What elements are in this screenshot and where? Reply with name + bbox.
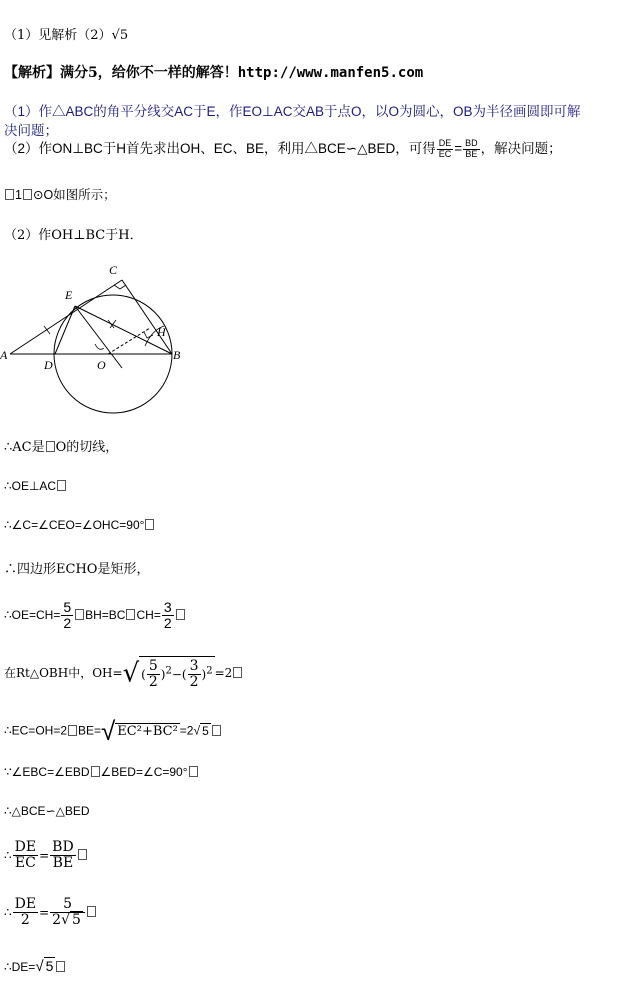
proof-line-6: 在Rt△OBH中，OH=√ ( $\frac{5}{2}$ )$^2$−( $\frac{3}{2}$ )$^2$ =2 [4,656,243,691]
analysis-p1-end: 决问题； [4,123,58,138]
radical-be: EC²+BC² [117,723,178,739]
proof-line-2: ∴OE⊥AC [4,479,67,493]
header-url: http://www.manfen5.com [237,65,424,81]
segment-oh [108,328,150,354]
fraction-3-2: $\frac{3}{2}$ [163,599,172,632]
proof-line-11: ∴ $\frac{DE}{2}$ = $\frac{5}{2√ 5}$ [4,897,97,929]
ratio-bd-be: $\frac{BD}{BE}$ [465,138,478,159]
fraction-5-2root5: $\frac{5}{2√ 5}$ [50,897,85,929]
proof-line-4: ∴四边形ECHO是矩形， [4,562,150,577]
fraction-de-ec: $\frac{DE}{EC}$ [14,839,37,872]
proof-line-7: ∴EC=OH=2 BE=√ EC²+BC² =2√ 5 [4,716,222,747]
arc-mark-2 [95,344,104,349]
fraction-bd-be: $\frac{BD}{BE}$ [52,839,74,872]
label-b: B [173,348,181,362]
proof-line-9: ∴△BCE∽△BED [4,804,90,818]
solution-2: （2）作OH⊥BC于H． [4,228,143,243]
proof-line-8: ∵∠EBC=∠EBD ∠BED=∠C=90° [4,765,199,779]
ratio-de-ec: $\frac{DE}{EC}$ [438,138,452,159]
label-a: A [0,348,8,362]
label-o: O [97,358,106,372]
analysis-p2-text: （2）作ON⊥BC于H首先求出OH、EC、BE，利用△BCE∽△BED，可得 [4,141,436,156]
circle-glyph: ⊙ [32,188,44,202]
segment-bc [122,280,172,354]
geometry-figure [0,258,200,418]
sqrt-sign: √ [111,28,120,43]
proof-line-3: ∴∠C=∠CEO=∠OHC=90° [4,518,155,532]
right-angle-c [114,285,126,289]
answer-text: （1）见解析（2） [4,28,112,43]
proof-line-10: ∴ $\frac{DE}{EC}$ = $\frac{BD}{BE}$ [4,840,88,872]
label-e: E [65,288,73,302]
header-line [4,62,423,82]
solution-1: 1 ⊙O如图所示； [4,185,116,203]
proof-line-1: ∴AC是 O的切线， [4,440,119,455]
analysis-p1 [4,100,581,120]
analysis-p1-text: （1）作△ABC的角平分线交AC于E，作EO⊥AC交AB于点O，以O为圆心，OB为半径画圆即可解 [4,104,581,119]
header-bracket: 【解析】 [4,65,60,81]
fraction-5-2: $\frac{5}{2}$ [63,599,72,632]
analysis-p2: （2）作ON⊥BC于H首先求出OH、EC、BE，利用△BCE∽△BED，可得 $\frac{DE}{EC}$ = $\frac{BD}{BE}$ ，解决问题； [4,138,562,159]
proof-line-5: ∴OE=CH= $\frac{5}{2}$ BH=BC CH= $\frac{3}{2}$ [4,600,186,632]
fraction-de-2: $\frac{DE}{2}$ [14,896,37,929]
header-slogan: 满分5，给你不一样的解答！ [60,65,238,81]
label-h: H [157,325,166,339]
label-c: C [109,263,118,277]
answer-root: 5 [119,28,129,43]
segment-de [55,306,75,354]
analysis-p1-cont [4,119,58,139]
tick-1 [44,326,50,334]
proof-line-12: ∴DE=√ 5 [4,958,66,975]
answer-line [4,24,128,43]
radical-oh: ( $\frac{5}{2}$ )$^2$−( $\frac{3}{2}$ )$^2$ [141,658,213,691]
analysis-p2-end: ，解决问题； [480,141,562,156]
label-d: D [44,358,53,372]
